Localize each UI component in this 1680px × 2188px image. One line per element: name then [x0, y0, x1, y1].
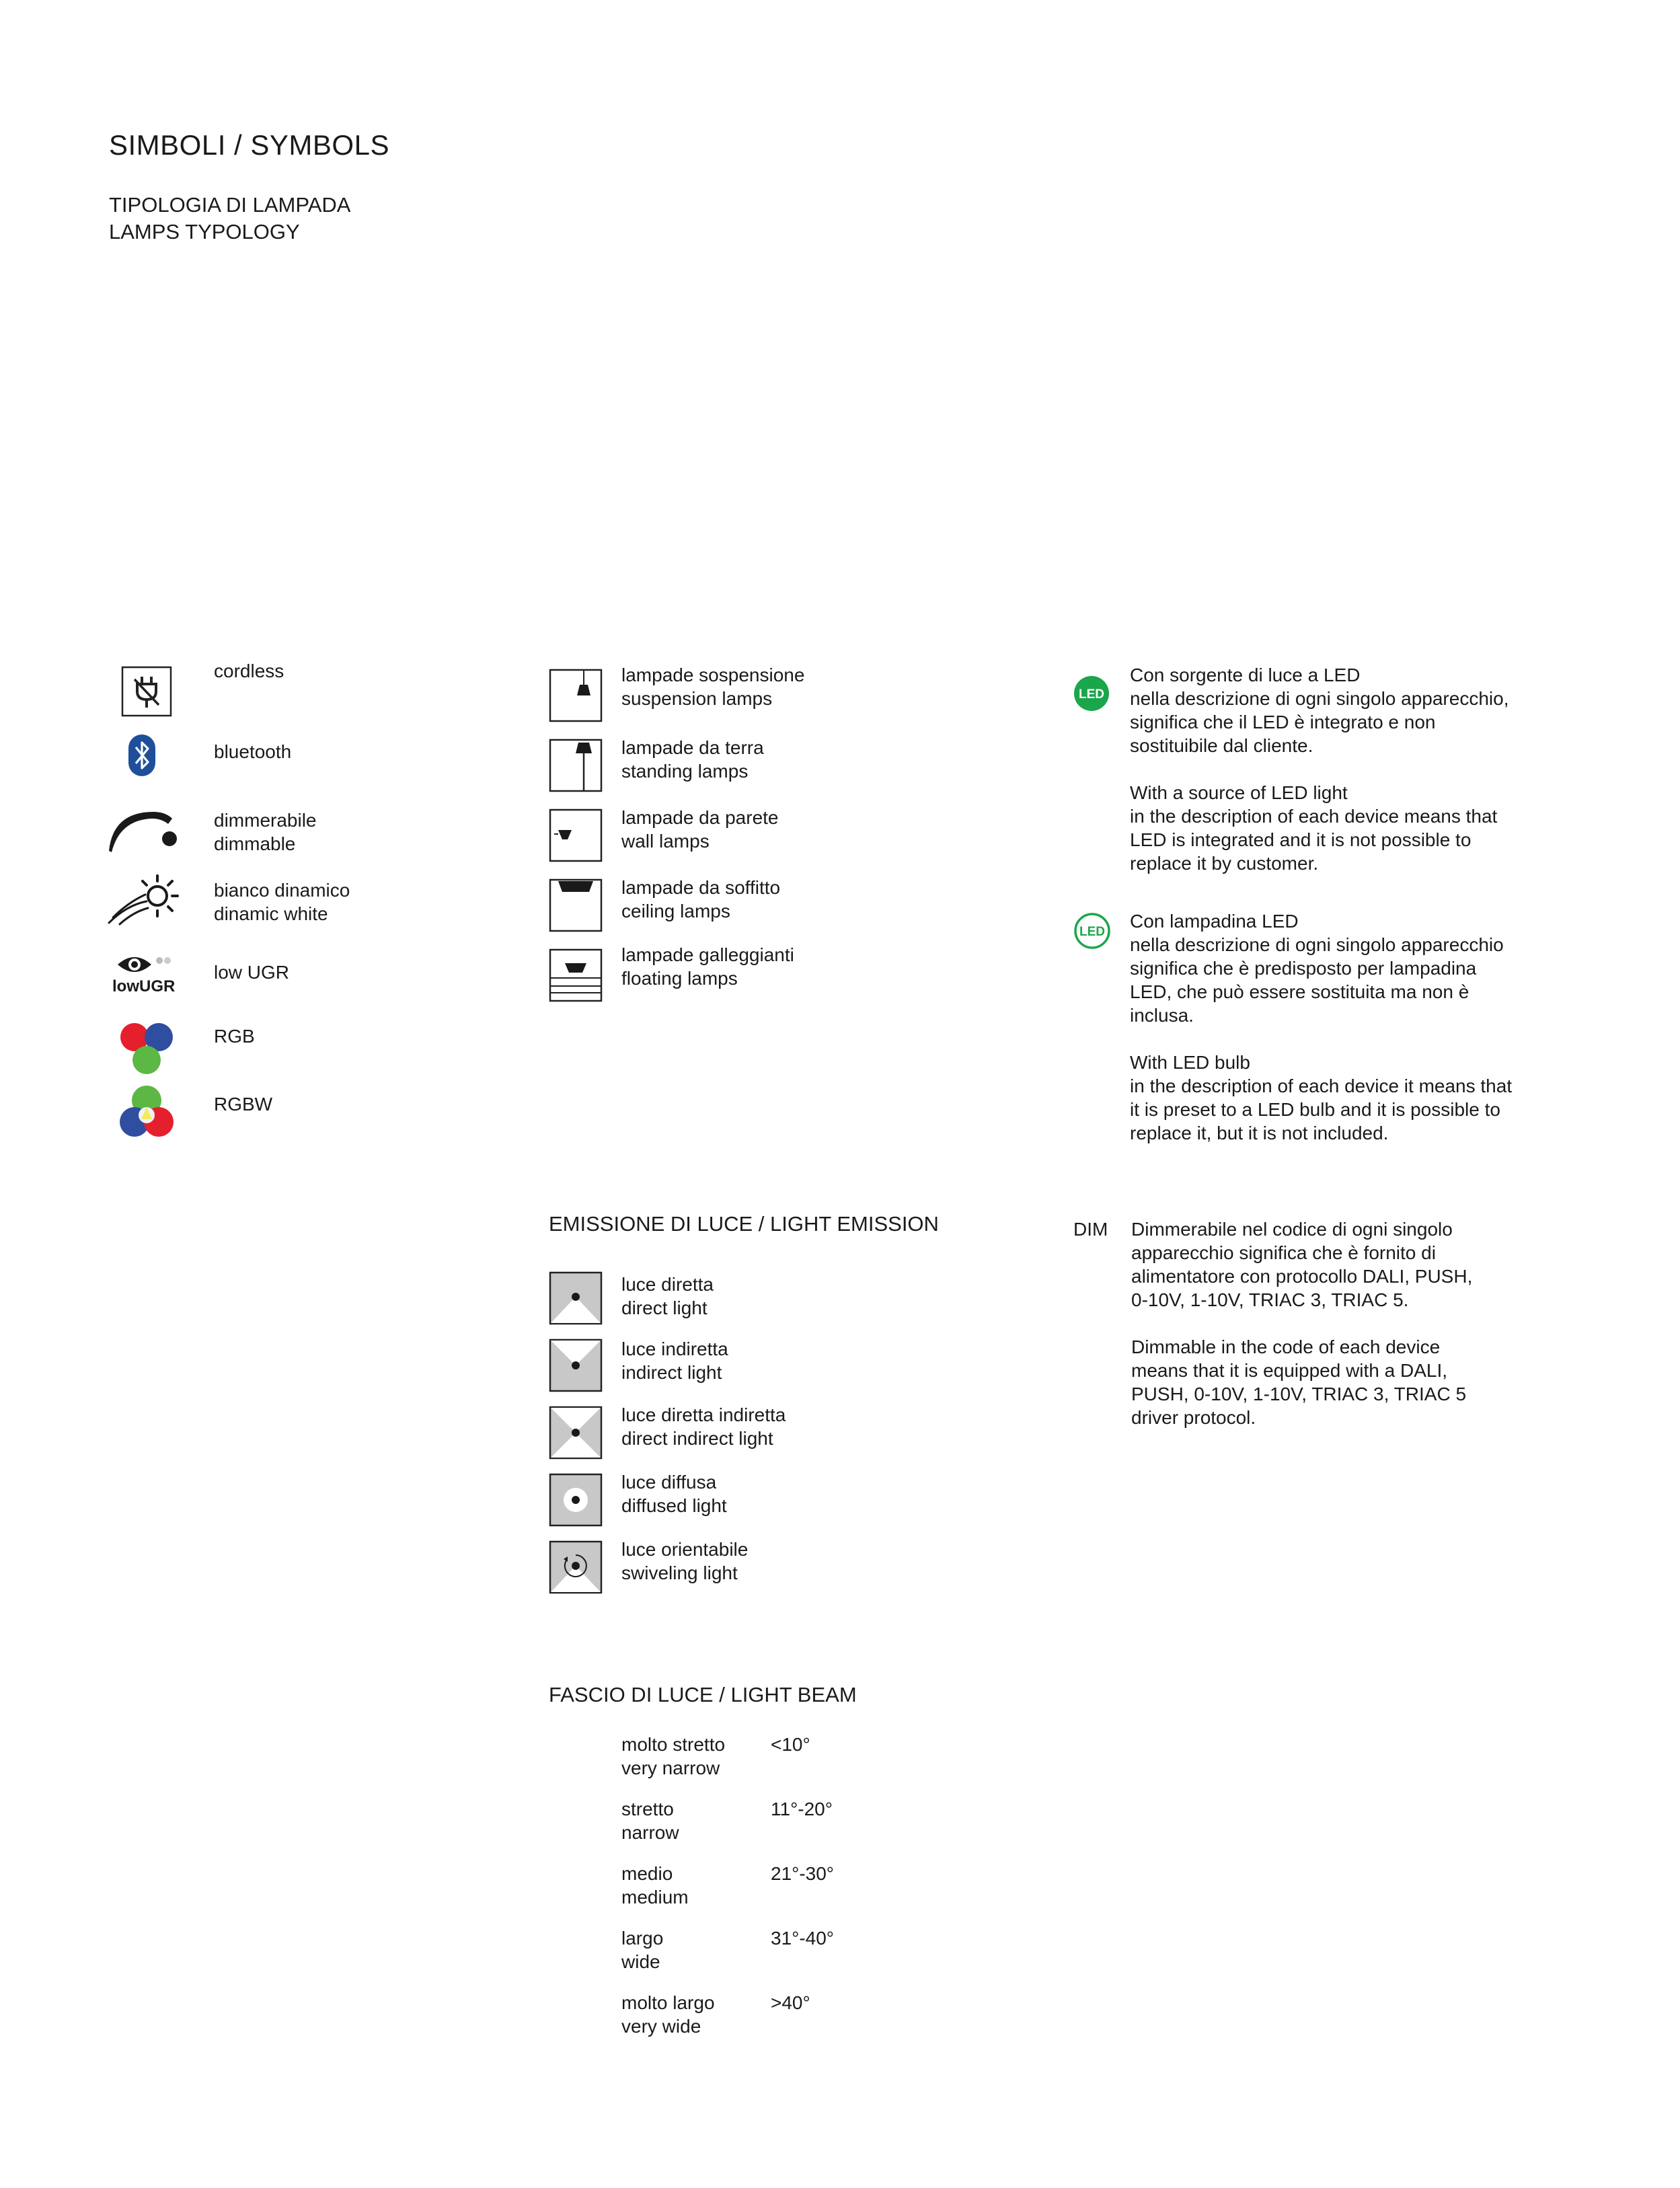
- wall-lamp-icon: [549, 808, 603, 862]
- emission-label: luce indiretta indirect light: [621, 1338, 728, 1383]
- led-badge-text: LED: [1079, 687, 1104, 702]
- beam-angle: <10°: [771, 1734, 810, 1755]
- ceiling-lamp-icon: [549, 878, 603, 932]
- rgbw-icon: [118, 1084, 176, 1141]
- beam-label: largo wide: [621, 1928, 664, 1972]
- direct-light-icon: [549, 1271, 603, 1325]
- feature-label: bluetooth: [214, 741, 292, 762]
- beam-label: stretto narrow: [621, 1799, 679, 1843]
- cordless-icon: [121, 666, 172, 717]
- beam-label: molto stretto very narrow: [621, 1734, 726, 1778]
- indirect-light-icon: [549, 1338, 603, 1392]
- lamp-type-label: lampade da parete wall lamps: [621, 807, 779, 852]
- section-subtitle: [109, 192, 350, 246]
- beam-label: molto largo very wide: [621, 1992, 715, 2037]
- rgb-icon: [118, 1021, 176, 1076]
- dim-text: Dimmerabile nel codice di ogni singolo apparecchio significa che è fornito di alimentatore con protocollo DALI, PUSH, 0-10V, 1-10V, TRIAC 3, TRIAC 5. Dimmable in the code of each device means that it is equipped with a DALI, PUSH, 0-10V, 1-10V, TRIAC 3, TRIAC 5 driver protocol.: [1131, 1219, 1473, 1428]
- suspension-lamp-icon: [549, 669, 603, 722]
- emission-label: luce diretta direct light: [621, 1274, 714, 1318]
- low-ugr-icon: [111, 950, 185, 998]
- dynamic-white-icon: [106, 872, 180, 927]
- light-beam-title: FASCIO DI LUCE / LIGHT BEAM: [549, 1683, 857, 1706]
- light-emission-title: EMISSIONE DI LUCE / LIGHT EMISSION: [549, 1212, 939, 1236]
- beam-angle: 31°-40°: [771, 1928, 835, 1949]
- led-integrated-icon: [1073, 675, 1110, 712]
- lamp-type-label: lampade galleggianti floating lamps: [621, 944, 794, 989]
- beam-label: medio medium: [621, 1863, 689, 1908]
- subtitle-it: TIPOLOGIA DI LAMPADA: [109, 193, 351, 217]
- lamp-type-label: lampade da terra standing lamps: [621, 737, 764, 782]
- led-integrated-text: Con sorgente di luce a LED nella descrizione di ogni singolo apparecchio, significa che il LED è integrato e non sostituibile dal cliente. With a source of LED light in the description of each device means that LED is integrated and it is not possible to replace it by customer.: [1130, 665, 1509, 874]
- svg-text:lowUGR: lowUGR: [112, 977, 176, 995]
- beam-angle: 21°-30°: [771, 1863, 835, 1884]
- diffused-light-icon: [549, 1473, 603, 1527]
- led-bulb-icon: [1073, 912, 1111, 950]
- bluetooth-icon: [127, 733, 157, 778]
- emission-label: luce diretta indiretta direct indirect light: [621, 1404, 786, 1449]
- dimmable-icon: [106, 804, 180, 858]
- feature-label: dimmerabile dimmable: [214, 810, 317, 854]
- feature-label: cordless: [214, 661, 284, 681]
- beam-angle: 11°-20°: [771, 1799, 833, 1819]
- lamp-type-label: lampade da soffitto ceiling lamps: [621, 877, 781, 921]
- lamp-type-label: lampade sospensione suspension lamps: [621, 665, 805, 709]
- feature-label: RGB: [214, 1026, 255, 1047]
- floating-lamp-icon: [549, 948, 603, 1002]
- emission-label: luce orientabile swiveling light: [621, 1539, 749, 1583]
- feature-label: bianco dinamico dinamic white: [214, 880, 350, 924]
- led-bulb-text: Con lampadina LED nella descrizione di ogni singolo apparecchio significa che è predisposto per lampadina LED, che può essere sostituita ma non è inclusa. With LED bulb in the description of each device it means that it is preset to a LED bulb and it is possible to replace it, but it is not included.: [1130, 911, 1513, 1143]
- subtitle-en: LAMPS TYPOLOGY: [109, 220, 300, 243]
- standing-lamp-icon: [549, 739, 603, 792]
- feature-label: low UGR: [214, 962, 290, 983]
- beam-angle: >40°: [771, 1992, 810, 2013]
- dim-label: DIM: [1073, 1219, 1108, 1240]
- feature-label: RGBW: [214, 1094, 273, 1115]
- swiveling-light-icon: [549, 1540, 603, 1594]
- page-title: SIMBOLI / SYMBOLS: [109, 129, 389, 161]
- emission-label: luce diffusa diffused light: [621, 1472, 727, 1516]
- led-badge-text: LED: [1079, 925, 1105, 939]
- direct-indirect-light-icon: [549, 1406, 603, 1460]
